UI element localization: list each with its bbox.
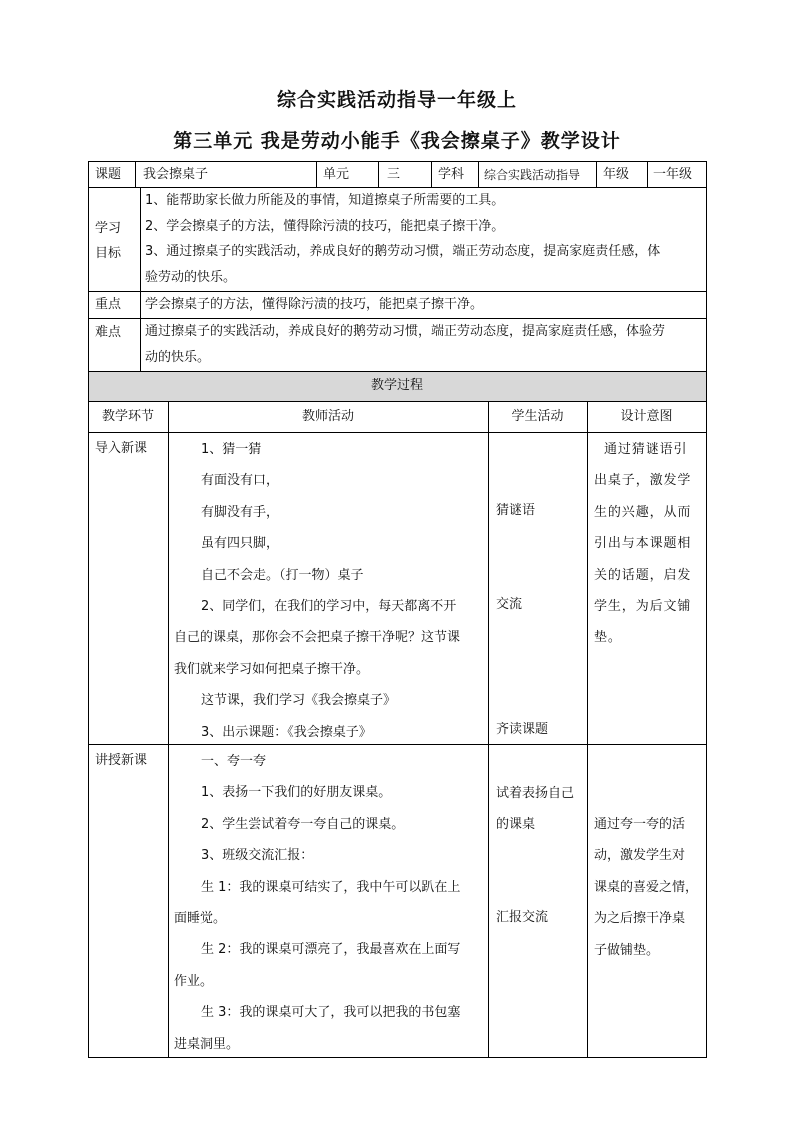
subject-label: 学科 (438, 167, 465, 182)
column-divider (488, 401, 489, 1057)
grade-label: 年级 (603, 167, 630, 182)
stage-label: 导入新课 (95, 441, 148, 456)
difficulty-line: 动的快乐。 (145, 349, 211, 365)
teacher-line: 生 1：我的课桌可结实了，我中午可以趴在上 (201, 879, 461, 895)
intent-line: 关的话题，启发 (594, 567, 692, 583)
difficulty-label: 难点 (95, 325, 122, 340)
teacher-line: 有脚没有手， (201, 504, 280, 520)
teacher-line: 虽有四只脚， (201, 536, 280, 552)
goals-text (145, 188, 660, 290)
student-activity: 猜谜语 (496, 503, 536, 518)
table-border-right (706, 161, 707, 1058)
teacher-line: 面睡觉。 (174, 910, 227, 926)
difficulty-text (145, 319, 665, 370)
process-header: 教学过程 (370, 378, 423, 393)
cell-divider (431, 161, 432, 187)
column-header-intent: 设计意图 (620, 409, 673, 424)
key-point-text: 学会擦桌子的方法，懂得除污渍的技巧，能把桌子擦干净。 (145, 297, 484, 312)
cell-divider (135, 161, 136, 187)
intent-line: 为之后擦干净桌 (594, 911, 686, 927)
teacher-line: 作业。 (174, 973, 214, 989)
teacher-line: 3、出示课题：《我会擦桌子》 (201, 724, 372, 740)
unit-label: 单元 (323, 167, 350, 182)
table-border-left (88, 161, 89, 1058)
student-activity: 汇报交流 (496, 910, 549, 925)
table-rule (88, 371, 706, 372)
column-header-stage: 教学环节 (101, 409, 154, 424)
cell-divider (478, 161, 479, 187)
teacher-activity (174, 746, 460, 1060)
intent-line: 生的兴趣，从而 (594, 504, 692, 520)
teacher-line: 1、表扬一下我们的好朋友课桌。 (201, 785, 392, 801)
design-intent (594, 434, 691, 654)
teacher-activity (174, 434, 460, 748)
cell-divider (316, 161, 317, 187)
student-activity: 交流 (496, 597, 523, 612)
cell-divider (647, 161, 648, 187)
student-activity: 试着表扬自己 (496, 786, 575, 801)
teacher-line: 生 3：我的课桌可大了，我可以把我的书包塞 (201, 1005, 461, 1021)
intent-line: 学生，为后文铺 (594, 598, 692, 614)
goal-line: 2、学会擦桌子的方法，懂得除污渍的技巧，能把桌子擦干净。 (145, 218, 505, 234)
table-border-top (88, 161, 706, 162)
goal-line: 1、能帮助家长做力所能及的事情，知道擦桌子所需要的工具。 (145, 193, 505, 208)
subject-value: 综合实践活动指导 (484, 168, 581, 182)
column-divider (168, 401, 169, 1057)
intent-line: 通过猜谜语引 (604, 442, 688, 457)
grade-value: 一年级 (653, 167, 693, 182)
cell-divider (140, 187, 141, 371)
teacher-line: 1、猜一猜 (201, 442, 262, 457)
intent-line: 出桌子，激发学 (594, 473, 692, 489)
lesson-title: 第三单元 我是劳动小能手《我会擦桌子》教学设计 (173, 130, 621, 152)
document-title: 综合实践活动指导一年级上 (276, 89, 517, 111)
student-activity: 的课桌 (496, 817, 536, 832)
stage-label: 讲授新课 (95, 753, 148, 768)
goal-line: 验劳动的快乐。 (145, 269, 237, 285)
teacher-line: 2、同学们，在我们的学习中，每天都离不开 (201, 598, 457, 614)
student-activity: 齐读课题 (496, 722, 549, 737)
teacher-line: 3、班级交流汇报： (201, 848, 314, 864)
column-divider (587, 401, 588, 1057)
column-header-teacher: 教师活动 (301, 409, 354, 424)
cell-divider (378, 161, 379, 187)
intent-line: 引出与本课题相 (594, 536, 692, 552)
topic-value: 我会擦桌子 (143, 167, 209, 182)
goal-line: 3、通过擦桌子的实践活动，养成良好的鹅劳动习惯，端正劳动态度，提高家庭责任感，体 (145, 244, 661, 259)
intent-line: 动，激发学生对 (594, 848, 686, 864)
teacher-line: 生 2：我的课桌可漂亮了，我最喜欢在上面写 (201, 942, 461, 958)
intent-line: 课桌的喜爱之情， (594, 879, 699, 895)
teacher-line: 一、夸一夸 (201, 754, 267, 769)
design-intent (594, 809, 698, 966)
goals-label-line1: 学习 (95, 221, 122, 236)
intent-line: 垫。 (594, 630, 622, 646)
goals-label-line2: 目标 (95, 246, 122, 261)
cell-divider (596, 161, 597, 187)
topic-label: 课题 (95, 167, 122, 182)
teacher-line: 进桌洞里。 (174, 1036, 240, 1052)
difficulty-line: 通过擦桌子的实践活动，养成良好的鹅劳动习惯，端正劳动态度，提高家庭责任感，体验劳 (145, 324, 666, 339)
table-rule (88, 401, 706, 402)
key-point-label: 重点 (95, 297, 122, 312)
table-rule (88, 432, 706, 433)
intent-line: 子做铺垫。 (594, 942, 660, 958)
teacher-line: 2、学生尝试着夸一夸自己的课桌。 (201, 816, 405, 832)
teacher-line: 自己不会走。（打一物）桌子 (201, 567, 364, 583)
teacher-line: 自己的课桌，那你会不会把桌子擦干净呢？这节课 (174, 630, 461, 646)
unit-value: 三 (387, 167, 401, 182)
column-header-student: 学生活动 (511, 409, 564, 424)
intent-line: 通过夸一夸的活 (594, 817, 686, 832)
teacher-line: 这节课，我们学习《我会擦桌子》 (201, 693, 397, 709)
table-rule (88, 291, 706, 292)
teacher-line: 有面没有口， (201, 473, 280, 489)
teacher-line: 我们就来学习如何把桌子擦干净。 (174, 661, 370, 677)
